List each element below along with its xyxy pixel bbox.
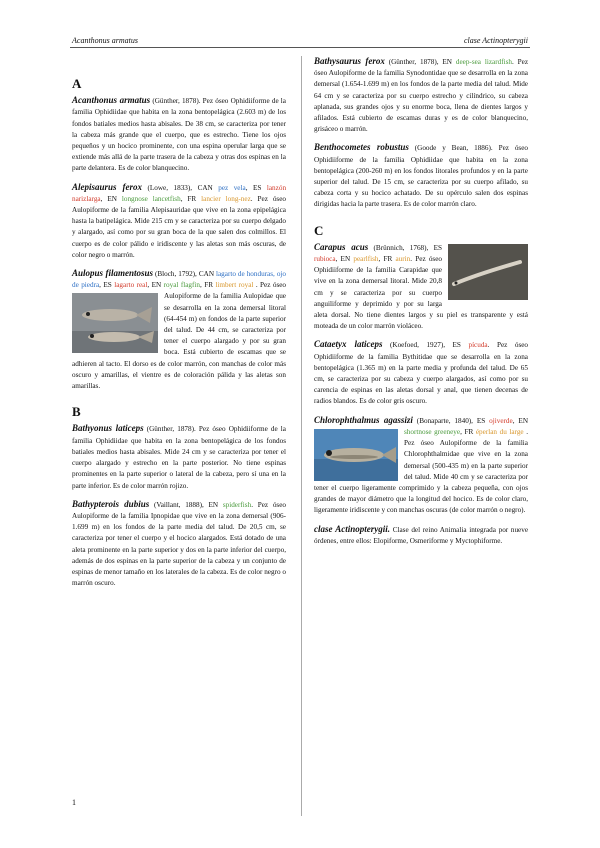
entry-bathysaurus — [314, 56, 528, 135]
entry-body: (Goode y Bean, 1886). Pez óseo Ophidiiforme de la familia Ophidiidae que habita en la zona bentopelágica (200-260 m) en los fondos litorales profundos y en la parte superior del talud. De 15 cm, se caracteriza por su cuerpo afilado, su cabeza corta y su hocico achatado. De su opérculo salen dos espinas dirigidas hacia la parte trasera. Es de color marrón claro. — [314, 144, 529, 209]
page-number: 1 — [72, 798, 76, 807]
entry-bathyonus — [72, 423, 286, 491]
name-es: ojiverde — [489, 416, 513, 425]
section-letter-c: C — [314, 222, 324, 238]
lang-sep: , EN — [512, 416, 529, 425]
name-fr: éperlan du large — [475, 427, 524, 436]
entry-title: Chlorophthalmus agassizi — [314, 414, 413, 425]
chlorophthalmus-fish-photo — [314, 429, 398, 481]
entry-title: Cataetyx laticeps — [314, 339, 383, 350]
entry-title: Bathysaurus ferox — [314, 56, 385, 66]
section-letter-b: B — [72, 404, 81, 420]
name-fr: lancier long-nez — [201, 194, 251, 203]
entry-authority: (Bloch, 1792), CAN — [154, 270, 215, 279]
entry-authority: (Brünnich, 1768), ES — [373, 243, 442, 252]
section-letter-a: A — [72, 76, 82, 91]
lang-sep: , FR — [199, 281, 213, 290]
entry-title: Carapus acus — [314, 241, 369, 252]
name-fr: limbert royal — [215, 281, 254, 290]
entry-body: . Pez óseo Aulopiforme de la familia Aulopidae que se desarrolla en la zona demersal litoral (64-454 m) en fondos de la parte superior del talud. De 44 cm, se caracteriza por tener el cuerpo alargado y por su gran boca. Está cubierto de escamas que se adhieren al tacto. El dorso es de color marrón, con manchas de color más oscuro y amarillas, el vientre es de coloración pálida y las aletas son amarillas. — [72, 281, 287, 391]
name-en: deep-sea lizardfish — [455, 58, 512, 66]
column-divider — [301, 56, 302, 816]
header-rule — [70, 47, 530, 48]
entry-body: . Pez óseo Ophidiiforme de la familia Bythitidae que se desarrolla en la zona bentopelágica (1.365 m) en la parte media y profunda del talud. De 65 cm, se caracteriza por su cabeza y cuerpo alargados, así como por su carencia de espinas en las aletas dorsal y anal, que tienen decenas de radios blandos. Es de color gris oscuro. — [314, 341, 529, 406]
name-es: lagarto real — [114, 281, 148, 290]
entry-acanthonus — [72, 95, 286, 174]
lang-sep: , FR — [460, 427, 474, 436]
entry-title: Aulopus filamentosus — [72, 268, 153, 279]
entry-body: . Pez óseo Aulopiforme de la familia Alepisauridae que vive en la zona epipelágica hasta la batipelágica. Mide 215 cm y se caracteriza por su cuerpo delgado y alargado, así como por su gran boca de la que salen dos colmillos. El cuerpo es de color pálido e iridiscente y las aletas son más oscuras, de color negro o marrón. — [72, 194, 287, 259]
entry-body: . Pez óseo Ophidiiforme de la familia Carapidae que vive en la zona demersal litoral. Mide 20,8 cm y se caracteriza por su cuerpo anguiliforme y deprimido y por su larga aleta dorsal. No tiene dientes largos y su piel es transparente y está moteada de un color marrón violáceo. — [314, 255, 528, 331]
entry-cataetyx — [314, 339, 528, 407]
entry-authority: (Vaillant, 1888), EN — [153, 500, 219, 509]
entry-body: Clase del reino Animalia integrada por nueve órdenes, entre ellos: Elopiforme, Osmeriforme y Myctophiforme. — [314, 525, 529, 545]
lang-sep: , EN — [335, 255, 351, 264]
entry-authority: (Lowe, 1833), CAN — [147, 183, 213, 192]
name-fr: aurin — [395, 255, 411, 264]
entry-body: . Pez óseo Aulopiforme de la familia Chlorophthalmidae que vive en la zona demersal (500-435 m) en la parte superior del talud. Mide 40 cm y se caracteriza por tener el cuerpo ligeramente comprimido y la cabeza pequeña, con ojos grandes de mayor diámetro que la longitud del hocico. Es de color claro, ligeramente iridiscente y con manchas oscuras (de color marrón o negro). — [314, 427, 528, 515]
name-es: rubioca — [314, 255, 336, 264]
entry-body: . Pez óseo Aulopiforme de la familia Ipnopidae que vive en la zona demersal (906-1.699 m) en los fondos de la parte media del talud. De 20,5 cm, se caracteriza por tener el cuerpo y el hocico alargados. Está dotado de una aleta prominente en la parte superior y dos en la parte inferior del cuerpo, además de dos espinas en la parte superior de la cabeza y un conjunto de espinas de menor tamaño en los laterales de la cabeza. Es de color negro o marrón oscuro. — [72, 500, 286, 588]
entry-bathypterois — [72, 499, 286, 590]
name-en: spiderfish — [222, 500, 252, 509]
entry-title: clase Actinopterygii. — [314, 523, 391, 534]
entry-authority: (Koefoed, 1927), ES — [390, 341, 461, 350]
entry-body: (Günther, 1878). Pez óseo Ophidiiforme de la familia Ophidiidae que habita en la zona bentopelágica de los fondos batiales medios hasta abisales. Mide 24 cm y se caracteriza por tener el cuerpo alargado y estrecho en la parte posterior. No tiene espinas prominentes en la parte superior o lateral de la cabeza, pero sí una en la parte inferior. Es de color marrón rojizo. — [72, 425, 286, 490]
entry-chlorophthalmus — [314, 415, 528, 517]
running-header-right: clase Actinopterygii — [463, 36, 528, 45]
name-en: longnose lancetfish — [121, 194, 181, 203]
name-es: pícuda — [468, 341, 488, 350]
entry-authority: (Bonaparte, 1840), ES — [416, 416, 486, 425]
entry-aulopus — [72, 268, 286, 392]
name-en: pearlfish — [353, 255, 379, 264]
entry-body: . Pez óseo Aulopiforme de la familia Synodontidae que se desarrolla en la zona demersal (1.654-1.699 m) en los fondos de la parte media del talud. Mide 64 cm y se caracteriza por su cuerpo estrecho y cilíndrico, su cabeza aplanada, sus grandes ojos y su enorme boca, llena de dientes largos y afilados. Está cubierto de escamas duras y es de color blanquecino, grisáceo o marrón. — [314, 58, 529, 134]
name-en: royal flagfin — [163, 281, 200, 290]
entry-title: Alepisaurus ferox — [72, 181, 142, 192]
name-en: shortnose greeneye — [404, 427, 461, 436]
name-can: pez vela — [218, 183, 246, 192]
lang-sep: , ES — [99, 281, 112, 290]
aulopus-fish-photo — [72, 293, 158, 353]
entry-title: Bathypterois dubius — [72, 498, 150, 509]
entry-clase — [314, 524, 528, 547]
name-can: lagarto de honduras, ojo de piedra — [72, 270, 287, 290]
lang-sep: , FR — [180, 194, 197, 203]
entry-title: Acanthonus armatus — [72, 95, 151, 106]
right-column — [314, 56, 528, 554]
carapus-fish-photo — [448, 244, 528, 300]
running-header-left: Acanthonus armatus — [72, 36, 138, 45]
lang-sep: , ES — [245, 183, 262, 192]
entry-authority: (Günther, 1878), EN — [388, 58, 452, 66]
lang-sep: , EN — [147, 281, 162, 290]
entry-alepisaurus — [72, 182, 286, 261]
name-es: lanzón narizlarga — [72, 183, 287, 203]
entry-carapus — [314, 242, 528, 333]
left-column — [72, 56, 286, 596]
entry-title: Bathyonus laticeps — [72, 423, 144, 434]
entry-benthocometes — [314, 142, 528, 210]
entry-body: (Günther, 1878). Pez óseo Ophidiiforme de la familia Ophidiidae que habita en la zona bentopelágica (2.603 m) de los fondos batiales medios hasta abisales. De 38 cm, se caracteriza por tener la cabeza más grande que el cuerpo, que es estrecho. Tiene los ojos pequeños y un hocico prominente, con una espina operular larga que se extiende más allá de la parte trasera de la cabeza y otras dos espinas en la parte delantera. Es de color blanquecino. — [72, 97, 286, 173]
entry-title: Benthocometes robustus — [314, 142, 409, 153]
lang-sep: , EN — [100, 194, 117, 203]
lang-sep: , FR — [378, 255, 393, 264]
